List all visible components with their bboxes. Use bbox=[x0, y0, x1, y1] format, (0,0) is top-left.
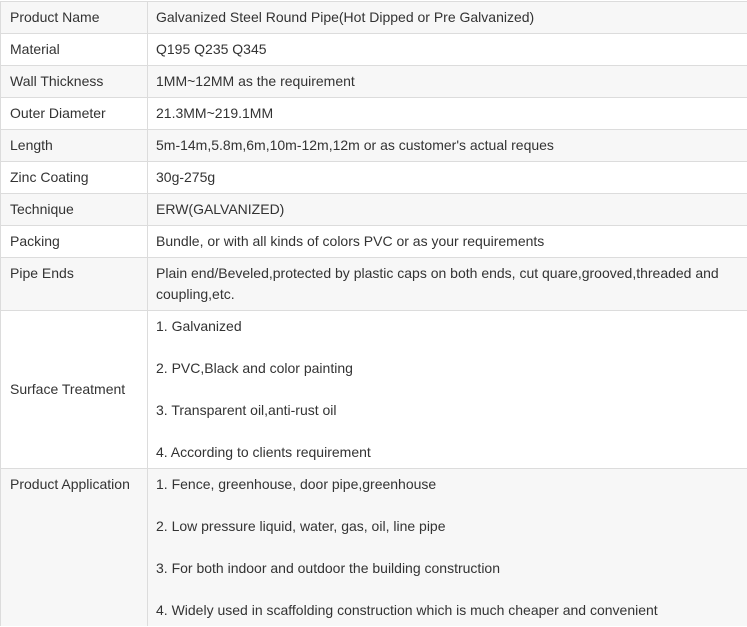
spec-row-product-application bbox=[1, 469, 747, 627]
spec-label: Material bbox=[1, 34, 148, 66]
spec-value-list bbox=[148, 311, 747, 469]
spec-label: Product Name bbox=[1, 2, 148, 34]
product-spec-table bbox=[0, 1, 747, 626]
list-item: 4. According to clients requirement bbox=[156, 442, 743, 463]
list-item: 3. For both indoor and outdoor the building construction bbox=[156, 558, 743, 579]
spec-label: Zinc Coating bbox=[1, 162, 148, 194]
spec-row-product-name bbox=[1, 2, 747, 34]
spec-row-outer-diameter bbox=[1, 98, 747, 130]
list-item: 1. Galvanized bbox=[156, 316, 743, 337]
spec-label: Pipe Ends bbox=[1, 258, 148, 311]
spec-row-pipe-ends bbox=[1, 258, 747, 311]
spec-label: Packing bbox=[1, 226, 148, 258]
spec-label: Product Application bbox=[1, 469, 148, 627]
spec-value: ERW(GALVANIZED) bbox=[148, 194, 747, 226]
spec-value: Plain end/Beveled,protected by plastic caps on both ends, cut quare,grooved,threaded and coupling,etc. bbox=[148, 258, 747, 311]
spec-row-zinc-coating bbox=[1, 162, 747, 194]
list-item: 2. PVC,Black and color painting bbox=[156, 358, 743, 379]
list-item: 1. Fence, greenhouse, door pipe,greenhouse bbox=[156, 474, 743, 495]
list-item: 3. Transparent oil,anti-rust oil bbox=[156, 400, 743, 421]
spec-label: Wall Thickness bbox=[1, 66, 148, 98]
spec-value: 1MM~12MM as the requirement bbox=[148, 66, 747, 98]
spec-value: 5m-14m,5.8m,6m,10m-12m,12m or as customer's actual reques bbox=[148, 130, 747, 162]
spec-row-surface-treatment bbox=[1, 311, 747, 469]
spec-value: 21.3MM~219.1MM bbox=[148, 98, 747, 130]
list-item: 2. Low pressure liquid, water, gas, oil, line pipe bbox=[156, 516, 743, 537]
spec-value: Bundle, or with all kinds of colors PVC or as your requirements bbox=[148, 226, 747, 258]
list-item: 4. Widely used in scaffolding construction which is much cheaper and convenient bbox=[156, 600, 743, 621]
spec-row-technique bbox=[1, 194, 747, 226]
spec-row-packing bbox=[1, 226, 747, 258]
spec-row-material bbox=[1, 34, 747, 66]
spec-label: Technique bbox=[1, 194, 148, 226]
spec-row-wall-thickness bbox=[1, 66, 747, 98]
spec-value-list bbox=[148, 469, 747, 627]
spec-label: Outer Diameter bbox=[1, 98, 148, 130]
spec-label: Length bbox=[1, 130, 148, 162]
spec-value: Q195 Q235 Q345 bbox=[148, 34, 747, 66]
spec-label: Surface Treatment bbox=[1, 311, 148, 469]
spec-value: 30g-275g bbox=[148, 162, 747, 194]
spec-row-length bbox=[1, 130, 747, 162]
spec-value: Galvanized Steel Round Pipe(Hot Dipped or Pre Galvanized) bbox=[148, 2, 747, 34]
